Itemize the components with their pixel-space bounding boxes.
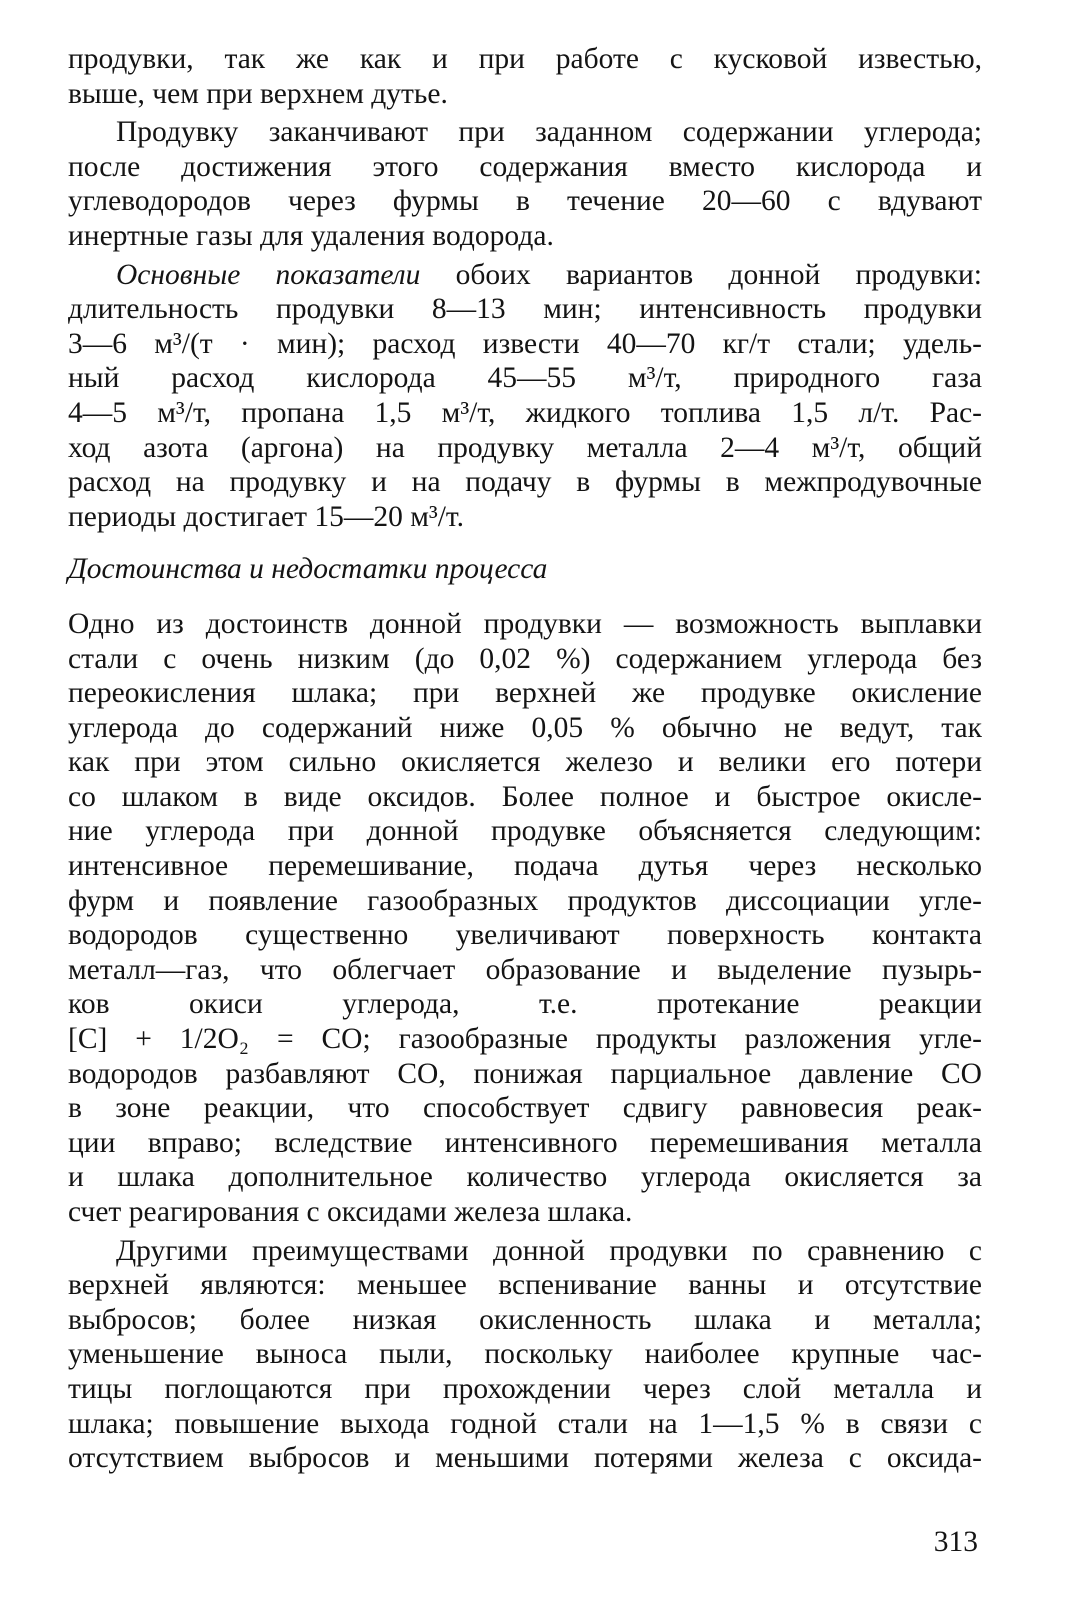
text-line: после достижения этого содержания вместо кислорода и	[68, 150, 982, 183]
text-line: верхней являются: меньшее вспенивание ванны и отсутствие	[68, 1269, 982, 1302]
text-line: счет реагирования с оксидами железа шлака.	[68, 1196, 633, 1228]
text-line: Одно из достоинств донной продувки — возможность выплавки	[68, 607, 982, 640]
text-run: обоих вариантов донной продувки:	[420, 258, 982, 291]
paragraph-other-advantages	[68, 1234, 982, 1476]
text-line: тицы поглощаются при прохождении через слой металла и	[68, 1372, 982, 1405]
text-line: 3—6 м³/(т · мин); расход извести 40—70 кг/т стали; удель-	[68, 327, 982, 360]
text-line: и шлака дополнительное количество углерода окисляется за	[68, 1161, 982, 1194]
text-line: как при этом сильно окисляется железо и велики его потери	[68, 746, 982, 779]
text-line: длительность продувки 8—13 мин; интенсивность продувки	[68, 293, 982, 326]
text-line: 4—5 м³/т, пропана 1,5 м³/т, жидкого топлива 1,5 л/т. Рас-	[68, 396, 982, 429]
paragraph-blowing-end	[68, 115, 982, 253]
text-line	[68, 258, 982, 293]
text-line: инертные газы для удаления водорода.	[68, 219, 554, 252]
text-line: ход азота (аргона) на продувку металла 2—4 м³/т, общий	[68, 431, 982, 464]
text-line: [C] + 1/2O₂ = CO; газообразные продукты разложения угле-	[68, 1023, 982, 1056]
italic-lead: Основные показатели	[116, 258, 421, 291]
text-line: стали с очень низким (до 0,02 %) содержанием углерода без	[68, 642, 982, 675]
text-line: ков окиси углерода, т.е. протекание реакции	[68, 988, 982, 1021]
text-line: ный расход кислорода 45—55 м³/т, природного газа	[68, 362, 982, 395]
text-line: переокисления шлака; при верхней же продувке окисление	[68, 677, 982, 710]
text-line: Продувку заканчивают при заданном содержании углерода;	[116, 116, 982, 149]
page-body	[68, 42, 982, 1476]
text-line: Другими преимуществами донной продувки по сравнению с	[116, 1234, 982, 1267]
text-line: шлака; повышение выхода годной стали на 1—1,5 % в связи с	[68, 1407, 982, 1440]
text-line: периоды достигает 15—20 м³/т.	[68, 500, 464, 533]
text-line: ции вправо; вследствие интенсивного перемешивания металла	[68, 1126, 982, 1159]
text-line: уменьшение выноса пыли, поскольку наиболее крупные час-	[68, 1338, 982, 1371]
section-heading: Достоинства и недостатки процесса	[68, 553, 548, 586]
page-number: 313	[933, 1526, 978, 1558]
text-line: углерода до содержаний ниже 0,05 % обычно не ведут, так	[68, 711, 982, 744]
text-line: углеводородов через фурмы в течение 20—60 с вдувают	[68, 185, 982, 218]
text-line: расход на продувку и на подачу в фурмы в межпродувочные	[68, 466, 982, 499]
text-line: металл—газ, что облегчает образование и выделение пузырь-	[68, 953, 982, 986]
paragraph-continuation	[68, 42, 982, 111]
paragraph-advantages	[68, 607, 982, 1230]
text-line: продувки, так же как и при работе с кусковой известью,	[68, 43, 982, 75]
text-line: выше, чем при верхнем дутье.	[68, 77, 448, 110]
text-line: выбросов; более низкая окисленность шлака и металла;	[68, 1303, 982, 1336]
text-line: водородов разбавляют CO, понижая парциальное давление CO	[68, 1057, 982, 1090]
text-line: со шлаком в виде оксидов. Более полное и быстрое окисле-	[68, 780, 982, 813]
text-line: водородов существенно увеличивают поверхность контакта	[68, 919, 982, 952]
text-line: фурм и появление газообразных продуктов диссоциации угле-	[68, 884, 982, 917]
text-line: в зоне реакции, что способствует сдвигу равновесия реак-	[68, 1092, 982, 1125]
text-line: ние углерода при донной продувке объясняется следующим:	[68, 815, 982, 848]
text-line: интенсивное перемешивание, подача дутья через несколько	[68, 850, 982, 883]
paragraph-main-indicators	[68, 258, 982, 535]
text-line: отсутствием выбросов и меньшими потерями железа с оксида-	[68, 1442, 982, 1475]
